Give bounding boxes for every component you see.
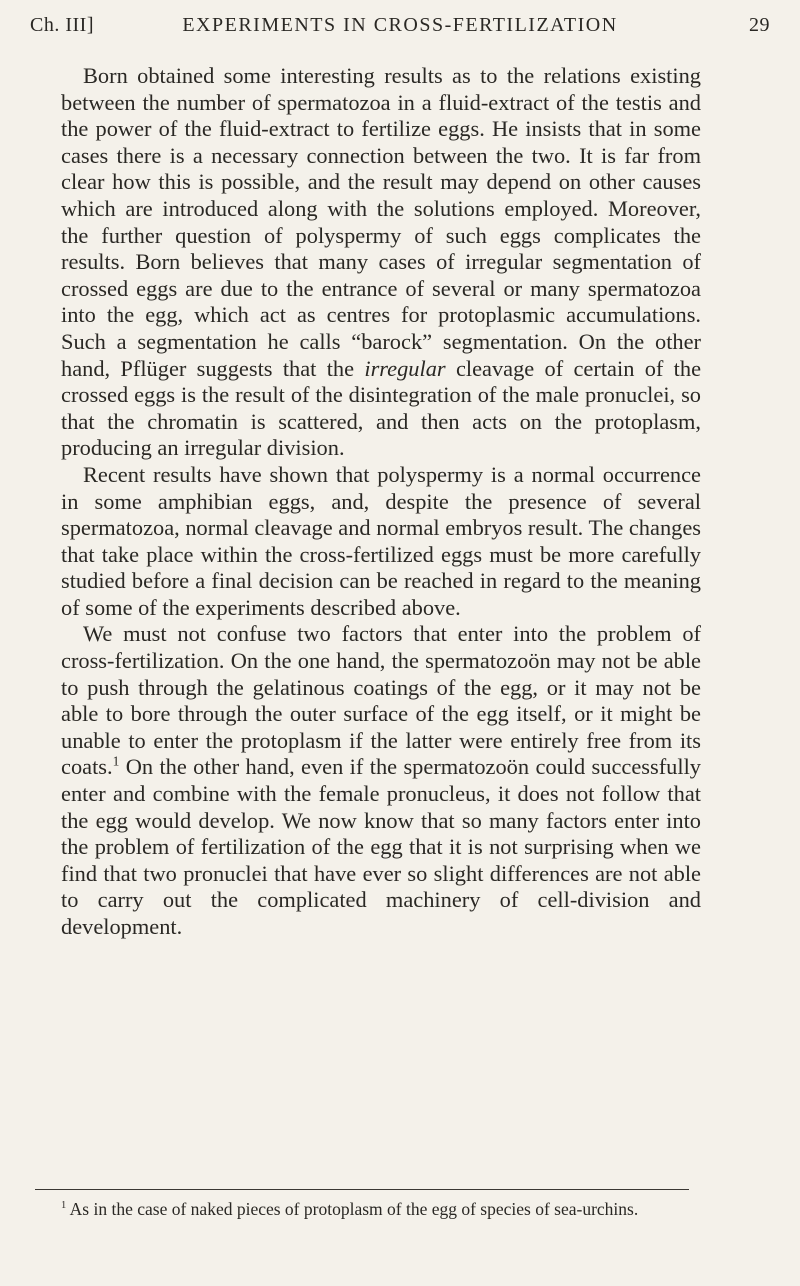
running-title: EXPERIMENTS IN CROSS-FERTILIZATION xyxy=(182,14,618,36)
paragraph-2: Recent results have shown that polyspermy is a normal occurrence in some amphibian eggs, and, despite the presence of several spermatozoa, normal cleavage and normal embryos result. The changes that take place within the cross-fertilized eggs must be more carefully studied before a final decision can be reached in regard to the meaning of some of the experiments described above. xyxy=(61,461,701,620)
footnote-reference: 1 xyxy=(112,753,120,769)
paragraph-1-text: Born obtained some interesting results as to the relations existing between the number of spermatozoa in a fluid-extract of the testis and the power of the fluid-extract to fertilize eggs. He insists that in some cases there is a necessary connection between the two. It is far from clear how this is possible, and the result may depend on other causes which are introduced along with the solutions employed. Moreover, the further question of polyspermy of such eggs complicates the results. Born believes that many cases of irregular segmentation of crossed eggs are due to the entrance of several or many spermatozoa into the egg, which act as centres for protoplasmic accumulations. Such a segmentation he calls “barock” segmentation. On the other hand, Pflüger suggests that the xyxy=(61,63,701,381)
page-number: 29 xyxy=(749,14,770,36)
paragraph-1-emphasis: irregular xyxy=(364,355,446,381)
paragraph-1 xyxy=(61,63,701,462)
footnote-marker: 1 xyxy=(61,1200,67,1212)
running-head xyxy=(30,14,770,42)
paragraph-1-text-after: cleavage of certain of the crossed eggs is the result of the disintegration of the male pronuclei, so that the chromatin is scattered, and then acts on the protoplasm, producing an irregular division. xyxy=(61,355,702,461)
paragraph-3-text: We must not confuse two factors that enter into the problem of cross-fertilization. On the one hand, the spermatozoön may not be able to push through the gelatinous coatings of the egg, or it may not be able to bore through the outer surface of the egg itself, or it might be unable to enter the protoplasm if the latter were entirely free from its coats. xyxy=(61,621,701,780)
paragraph-3-text-after: On the other hand, even if the spermatozoön could successfully enter and combine with the female pronucleus, it does not follow that the egg would develop. We now know that so many factors enter into the problem of fertilization of the egg that it is not surprising when we find that two pronuclei that have ever so slight differences are not able to carry out the complicated machinery of cell-division and development. xyxy=(61,754,701,939)
paragraph-3 xyxy=(61,621,701,940)
footnote-divider xyxy=(35,1189,689,1190)
footnote-text: As in the case of naked pieces of protoplasm of the egg of species of sea-urchins. xyxy=(69,1199,639,1219)
footnote xyxy=(61,1198,741,1220)
body-text xyxy=(61,63,701,941)
chapter-label: Ch. III] xyxy=(30,14,94,36)
